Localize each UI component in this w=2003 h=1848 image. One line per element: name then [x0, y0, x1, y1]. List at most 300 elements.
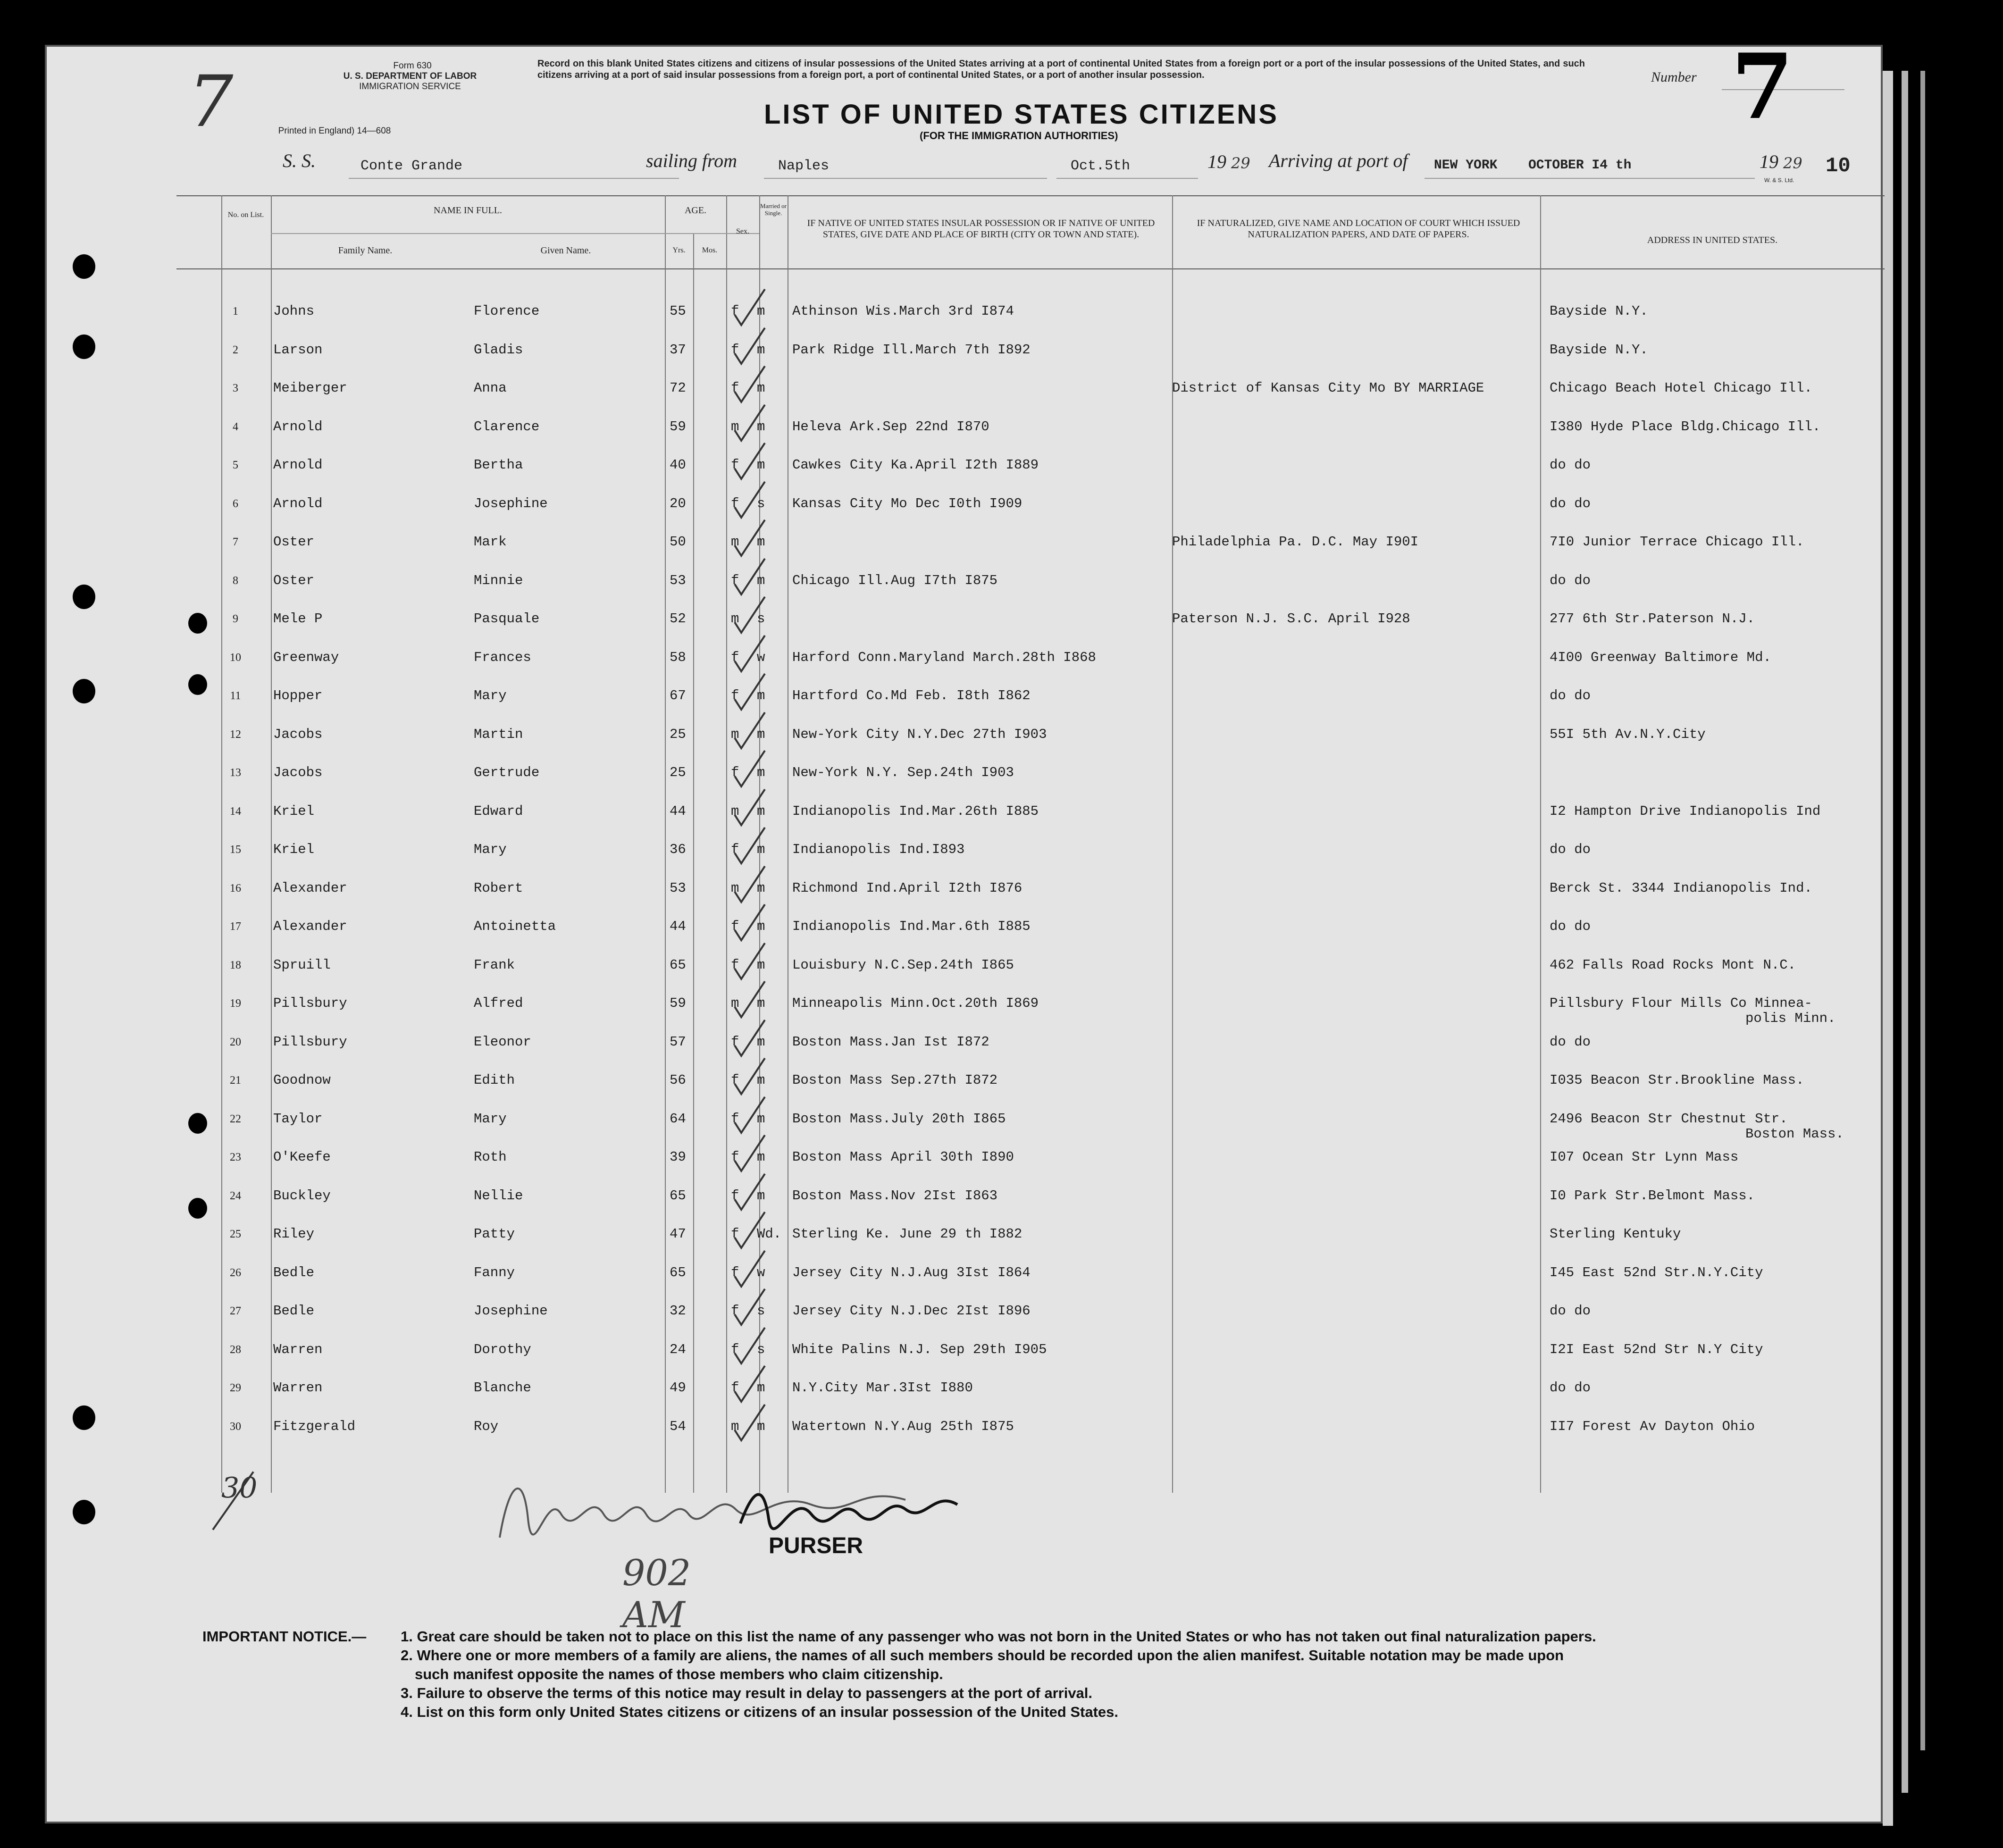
age-years: 72 — [670, 380, 686, 396]
sex: f — [731, 1303, 739, 1319]
col-naturalized-header: IF NATURALIZED, GIVE NAME AND LOCATION OF COURT WHICH ISSUED NATURALIZATION PAPERS, AND DATE OF PAPERS. — [1197, 218, 1520, 240]
family-name: Riley — [273, 1226, 315, 1242]
family-name: Jacobs — [273, 726, 323, 742]
age-years: 32 — [670, 1303, 686, 1319]
marital-status: m — [757, 1149, 765, 1165]
us-address: 2496 Beacon Str Chestnut Str. — [1550, 1111, 1788, 1127]
family-name: Warren — [273, 1341, 323, 1357]
inspector-note: 902 AM — [622, 1552, 691, 1636]
family-name: Fitzgerald — [273, 1418, 356, 1434]
age-years: 44 — [670, 919, 686, 934]
given-name: Edward — [474, 803, 523, 819]
sex: m — [731, 1418, 739, 1434]
birth-place-date: New-York City N.Y.Dec 27th I903 — [792, 726, 1047, 742]
given-name: Alfred — [474, 995, 523, 1011]
us-address: do do — [1550, 842, 1591, 857]
sex: f — [731, 1187, 739, 1204]
table-row — [47, 681, 1885, 720]
check-mark-icon — [731, 440, 769, 483]
notice-item: 1. Great care should be taken not to place on this list the name of any passenger who was not born in the United States or who has not taken out final naturalization papers. — [401, 1628, 1596, 1645]
family-name: Meiberger — [273, 380, 347, 396]
family-name: Pillsbury — [273, 1034, 347, 1050]
table-row — [47, 1296, 1885, 1335]
us-address: I035 Beacon Str.Brookline Mass. — [1550, 1072, 1804, 1088]
marital-status: m — [757, 380, 765, 396]
page-title: LIST OF UNITED STATES CITIZENS — [764, 99, 1279, 130]
age-years: 57 — [670, 1034, 686, 1050]
arrival-port: NEW YORK — [1434, 158, 1498, 173]
punch-hole — [73, 1500, 95, 1524]
given-name: Eleonor — [474, 1034, 531, 1050]
purser-signature — [736, 1481, 972, 1538]
age-years: 47 — [670, 1226, 686, 1242]
us-address: do do — [1550, 1034, 1591, 1050]
sex: f — [731, 957, 739, 973]
marital-status: w — [757, 1264, 765, 1280]
family-name: Spruill — [273, 957, 331, 973]
naturalization-court: District of Kansas City Mo BY MARRIAGE — [1172, 380, 1484, 396]
arrival-date: OCTOBER I4 th — [1528, 158, 1632, 173]
row-number: 2 — [233, 343, 238, 356]
family-name: Larson — [273, 342, 323, 358]
birth-place-date: Kansas City Mo Dec I0th I909 — [792, 495, 1022, 511]
list-number: 7 — [1731, 34, 1794, 139]
check-mark-icon — [731, 1017, 769, 1060]
family-name: Kriel — [273, 842, 315, 857]
marital-status: m — [757, 842, 765, 857]
row-number: 22 — [230, 1112, 241, 1125]
birth-place-date: Boston Mass Sep.27th I872 — [792, 1072, 998, 1088]
marital-status: m — [757, 418, 765, 435]
birth-place-date: Sterling Ke. June 29 th I882 — [792, 1226, 1022, 1242]
table-row — [47, 758, 1885, 797]
given-name: Patty — [474, 1226, 515, 1242]
header-bottom-rule — [176, 268, 1885, 269]
family-name: Johns — [273, 303, 315, 319]
col-birth-header: IF NATIVE OF UNITED STATES INSULAR POSSESSION OR IF NATIVE OF UNITED STATES, GIVE DATE AND PLACE OF BIRTH (CITY OR TOWN AND STATE). — [807, 218, 1155, 240]
check-mark-icon — [731, 940, 769, 983]
birth-place-date: Boston Mass.Nov 2Ist I863 — [792, 1187, 998, 1204]
age-years: 50 — [670, 534, 686, 550]
sex: f — [731, 1149, 739, 1165]
row-number: 25 — [230, 1228, 241, 1240]
check-mark-icon — [731, 633, 769, 675]
row-number: 24 — [230, 1189, 241, 1202]
family-name: Jacobs — [273, 765, 323, 780]
rule — [1056, 178, 1198, 179]
row-number: 9 — [233, 613, 238, 625]
row-number: 29 — [230, 1382, 241, 1394]
marital-status: m — [757, 534, 765, 550]
rule — [764, 178, 1047, 179]
birth-place-date: Athinson Wis.March 3rd I874 — [792, 303, 1014, 319]
table-row — [47, 297, 1885, 335]
family-name: Alexander — [273, 919, 347, 934]
row-number: 19 — [230, 997, 241, 1010]
birth-place-date: Jersey City N.J.Aug 3Ist I864 — [792, 1264, 1031, 1280]
family-name: Alexander — [273, 880, 347, 896]
check-mark-icon — [731, 1094, 769, 1137]
col-name-header: NAME IN FULL. — [434, 205, 502, 216]
birth-place-date: Jersey City N.J.Dec 2Ist I896 — [792, 1303, 1031, 1319]
check-mark-icon — [731, 517, 769, 560]
row-number: 7 — [233, 536, 238, 548]
table-row — [47, 1412, 1885, 1451]
row-number: 16 — [230, 882, 241, 895]
table-top-rule — [176, 195, 1885, 196]
us-address: do do — [1550, 1303, 1591, 1319]
check-mark-icon — [731, 594, 769, 636]
us-address-continued: polis Minn. — [1745, 1011, 1836, 1026]
marital-status: m — [757, 1111, 765, 1127]
check-mark-icon — [731, 1325, 769, 1367]
row-number: 21 — [230, 1074, 241, 1087]
us-address: I07 Ocean Str Lynn Mass — [1550, 1149, 1739, 1165]
family-name: Arnold — [273, 418, 323, 435]
naturalization-court: Philadelphia Pa. D.C. May I90I — [1172, 534, 1419, 550]
departure-port: Naples — [778, 158, 830, 174]
marital-status: m — [757, 457, 765, 473]
table-row — [47, 374, 1885, 412]
table-row — [47, 335, 1885, 374]
given-name: Blanche — [474, 1380, 531, 1396]
check-mark-icon — [731, 1286, 769, 1329]
sex: f — [731, 380, 739, 396]
table-row — [47, 797, 1885, 836]
birth-place-date: Boston Mass.July 20th I865 — [792, 1111, 1006, 1127]
us-address: Sterling Kentuky — [1550, 1226, 1681, 1242]
row-number: 5 — [233, 459, 238, 471]
family-name: Oster — [273, 572, 315, 588]
arriving-label: Arriving at port of — [1269, 150, 1408, 171]
table-row — [47, 412, 1885, 451]
given-name: Nellie — [474, 1187, 523, 1204]
age-years: 44 — [670, 803, 686, 819]
table-row — [47, 1181, 1885, 1220]
age-years: 39 — [670, 1149, 686, 1165]
check-mark-icon — [731, 1055, 769, 1098]
check-mark-icon — [731, 1209, 769, 1252]
us-address: I2I East 52nd Str N.Y City — [1550, 1341, 1763, 1357]
purser-role: PURSER — [769, 1533, 863, 1558]
sex: f — [731, 1111, 739, 1127]
sex: m — [731, 534, 739, 550]
family-name: O'Keefe — [273, 1149, 331, 1165]
marital-status: s — [757, 495, 765, 511]
marital-status: Wd. — [757, 1226, 782, 1242]
us-address: I2 Hampton Drive Indianopolis Ind — [1550, 803, 1821, 819]
check-mark-icon — [731, 1171, 769, 1213]
us-address: do do — [1550, 688, 1591, 703]
family-name: Goodnow — [273, 1072, 331, 1088]
row-number: 30 — [230, 1420, 241, 1433]
family-name: Taylor — [273, 1111, 323, 1127]
birth-place-date: Minneapolis Minn.Oct.20th I869 — [792, 995, 1039, 1011]
marital-status: m — [757, 1380, 765, 1396]
year-prefix: 19 — [1760, 151, 1778, 172]
us-address-continued: Boston Mass. — [1745, 1126, 1844, 1142]
marital-status: m — [757, 765, 765, 780]
given-name: Edith — [474, 1072, 515, 1088]
family-name: Bedle — [273, 1303, 315, 1319]
table-row — [47, 1335, 1885, 1374]
sex: m — [731, 803, 739, 819]
sex: f — [731, 1226, 739, 1242]
family-name: Bedle — [273, 1264, 315, 1280]
year-prefix: 19 — [1207, 151, 1226, 172]
birth-place-date: White Palins N.J. Sep 29th I905 — [792, 1341, 1047, 1357]
table-row — [47, 1373, 1885, 1412]
col-mos-header: Mos. — [702, 246, 718, 254]
check-mark-icon — [731, 786, 769, 829]
notice-label: IMPORTANT NOTICE.— — [202, 1628, 367, 1645]
us-address: do do — [1550, 457, 1591, 473]
given-name: Anna — [474, 380, 507, 396]
col-yrs-header: Yrs. — [672, 246, 686, 254]
birth-place-date: Louisbury N.C.Sep.24th I865 — [792, 957, 1014, 973]
check-mark-icon — [731, 479, 769, 521]
us-address: 277 6th Str.Paterson N.J. — [1550, 611, 1755, 627]
given-name: Robert — [474, 880, 523, 896]
given-name: Florence — [474, 303, 540, 319]
sail-date: Oct.5th — [1071, 158, 1131, 174]
row-number: 20 — [230, 1036, 241, 1048]
age-years: 59 — [670, 995, 686, 1011]
marital-status: m — [757, 880, 765, 896]
age-years: 59 — [670, 418, 686, 435]
given-name: Mark — [474, 534, 507, 550]
marital-status: m — [757, 995, 765, 1011]
record-instructions: Record on this blank United States citizens and citizens of insular possessions of the United States arriving at a port of continental United States from a foreign port or a port of the insular possessions of the United States, and such citizens arriving at a port of said insular possessions from a foreign port, a port of continental United States, or a port of another insular possession. — [537, 59, 1585, 80]
col-sex-header: Sex. — [736, 227, 749, 235]
check-mark-icon — [731, 710, 769, 752]
form-number: Form 630 — [393, 61, 432, 71]
given-name: Bertha — [474, 457, 523, 473]
check-mark-icon — [731, 1248, 769, 1290]
us-address: 55I 5th Av.N.Y.City — [1550, 726, 1706, 742]
row-number: 23 — [230, 1151, 241, 1163]
page-number: 10 — [1826, 154, 1851, 178]
row-number: 4 — [233, 420, 238, 433]
given-name: Mary — [474, 842, 507, 857]
age-years: 55 — [670, 303, 686, 319]
table-row — [47, 989, 1885, 1028]
age-years: 65 — [670, 1187, 686, 1204]
check-mark-icon — [731, 1363, 769, 1405]
age-years: 65 — [670, 957, 686, 973]
given-name: Frances — [474, 649, 531, 665]
punch-hole — [73, 254, 95, 279]
birth-place-date: Indianopolis Ind.I893 — [792, 842, 965, 857]
birth-place-date: Boston Mass April 30th I890 — [792, 1149, 1014, 1165]
us-address: I0 Park Str.Belmont Mass. — [1550, 1187, 1755, 1204]
family-name: Mele P — [273, 611, 323, 627]
table-row — [47, 489, 1885, 528]
marital-status: m — [757, 1072, 765, 1088]
sex: f — [731, 342, 739, 358]
us-address: Berck St. 3344 Indianopolis Ind. — [1550, 880, 1812, 896]
table-row — [47, 1220, 1885, 1258]
page-edge — [1920, 71, 1925, 1750]
birth-place-date: Richmond Ind.April I2th I876 — [792, 880, 1022, 896]
row-number: 10 — [230, 651, 241, 664]
birth-place-date: Indianopolis Ind.Mar.6th I885 — [792, 919, 1031, 934]
given-name: Roy — [474, 1418, 499, 1434]
check-mark-icon — [731, 363, 769, 406]
sex: m — [731, 880, 739, 896]
birth-place-date: Park Ridge Ill.March 7th I892 — [792, 342, 1031, 358]
us-address: I45 East 52nd Str.N.Y.City — [1550, 1264, 1763, 1280]
naturalization-court: Paterson N.J. S.C. April I928 — [1172, 611, 1410, 627]
us-address: Bayside N.Y. — [1550, 342, 1648, 358]
us-address: II7 Forest Av Dayton Ohio — [1550, 1418, 1755, 1434]
marital-status: m — [757, 572, 765, 588]
marital-status: m — [757, 303, 765, 319]
family-name: Greenway — [273, 649, 339, 665]
sailing-label: sailing from — [646, 150, 737, 171]
us-address: Chicago Beach Hotel Chicago Ill. — [1550, 380, 1812, 396]
age-years: 37 — [670, 342, 686, 358]
sex: m — [731, 995, 739, 1011]
table-row — [47, 1143, 1885, 1181]
marital-status: m — [757, 1418, 765, 1434]
sex: f — [731, 303, 739, 319]
check-mark-icon — [731, 671, 769, 713]
us-address: Pillsbury Flour Mills Co Minnea- — [1550, 995, 1812, 1011]
col-family-header: Family Name. — [338, 245, 393, 256]
given-name: Josephine — [474, 495, 548, 511]
col-age-header: AGE. — [684, 205, 707, 216]
given-name: Mary — [474, 1111, 507, 1127]
us-address: 7I0 Junior Terrace Chicago Ill. — [1550, 534, 1804, 550]
marital-status: m — [757, 726, 765, 742]
row-number: 8 — [233, 574, 238, 587]
given-name: Minnie — [474, 572, 523, 588]
notice-item: such manifest opposite the names of those members who claim citizenship. — [415, 1666, 943, 1682]
check-mark-icon — [731, 825, 769, 867]
notice-item: 3. Failure to observe the terms of this notice may result in delay to passengers at the port of arrival. — [401, 1685, 1093, 1701]
row-number: 26 — [230, 1266, 241, 1279]
marital-status: m — [757, 688, 765, 703]
col-married-header: Married or Single. — [760, 202, 787, 217]
marital-status: s — [757, 1341, 765, 1357]
sex: f — [731, 572, 739, 588]
family-name: Kriel — [273, 803, 315, 819]
check-mark-icon — [731, 863, 769, 906]
us-address: Bayside N.Y. — [1550, 303, 1648, 319]
check-mark-icon — [731, 748, 769, 790]
sex: m — [731, 726, 739, 742]
given-name: Pasquale — [474, 611, 540, 627]
row-number: 1 — [233, 305, 238, 318]
age-years: 20 — [670, 495, 686, 511]
sex: f — [731, 1380, 739, 1396]
printed-note: Printed in England) 14—608 — [278, 126, 391, 136]
table-row — [47, 604, 1885, 643]
table-row — [47, 643, 1885, 682]
marital-status: s — [757, 1303, 765, 1319]
page-edge — [1902, 71, 1908, 1793]
manifest-sheet — [45, 34, 1883, 1823]
age-years: 25 — [670, 765, 686, 780]
family-name: Pillsbury — [273, 995, 347, 1011]
check-mark-icon — [731, 978, 769, 1021]
marital-status: s — [757, 611, 765, 627]
marital-status: m — [757, 957, 765, 973]
table-row — [47, 951, 1885, 989]
birth-place-date: N.Y.City Mar.3Ist I880 — [792, 1380, 973, 1396]
rule — [1425, 178, 1755, 179]
row-number: 15 — [230, 844, 241, 856]
given-name: Mary — [474, 688, 507, 703]
age-years: 49 — [670, 1380, 686, 1396]
family-name: Arnold — [273, 495, 323, 511]
given-name: Antoinetta — [474, 919, 556, 934]
table-row — [47, 1066, 1885, 1104]
tally-number: 30 — [221, 1472, 258, 1505]
given-name: Dorothy — [474, 1341, 531, 1357]
table-row — [47, 1028, 1885, 1066]
given-name: Josephine — [474, 1303, 548, 1319]
birth-place-date: Indianopolis Ind.Mar.26th I885 — [792, 803, 1039, 819]
given-name: Gertrude — [474, 765, 540, 780]
table-row — [47, 835, 1885, 874]
subheader-rule — [271, 233, 759, 234]
birth-place-date: Watertown N.Y.Aug 25th I875 — [792, 1418, 1014, 1434]
table-row — [47, 1258, 1885, 1297]
sex: f — [731, 1034, 739, 1050]
row-number: 3 — [233, 382, 238, 394]
us-address: 4I00 Greenway Baltimore Md. — [1550, 649, 1771, 665]
marital-status: m — [757, 1187, 765, 1204]
page-hand-mark: 7 — [188, 61, 234, 143]
row-number: 6 — [233, 497, 238, 510]
age-years: 56 — [670, 1072, 686, 1088]
birth-place-date: Heleva Ark.Sep 22nd I870 — [792, 418, 989, 435]
rule — [349, 178, 679, 179]
sex: m — [731, 611, 739, 627]
sex: f — [731, 765, 739, 780]
check-mark-icon — [731, 325, 769, 368]
given-name: Martin — [474, 726, 523, 742]
us-address: do do — [1550, 495, 1591, 511]
sex: f — [731, 457, 739, 473]
sex: f — [731, 1264, 739, 1280]
age-years: 25 — [670, 726, 686, 742]
row-number: 13 — [230, 767, 241, 779]
notice-item: 4. List on this form only United States citizens or citizens of an insular possession of the United States. — [401, 1704, 1118, 1720]
check-mark-icon — [731, 402, 769, 444]
family-name: Warren — [273, 1380, 323, 1396]
important-notice — [202, 1627, 1877, 1722]
sail-year: 29 — [1231, 154, 1250, 172]
table-row — [47, 527, 1885, 566]
given-name: Clarence — [474, 418, 540, 435]
us-address: do do — [1550, 1380, 1591, 1396]
check-mark-icon — [731, 902, 769, 944]
marital-status: m — [757, 803, 765, 819]
number-label: Number — [1651, 69, 1697, 85]
age-years: 52 — [670, 611, 686, 627]
table-row — [47, 874, 1885, 912]
ss-label: S. S. — [283, 150, 316, 171]
col-address-header: ADDRESS IN UNITED STATES. — [1647, 235, 1778, 245]
family-name: Oster — [273, 534, 315, 550]
birth-place-date: Cawkes City Ka.April I2th I889 — [792, 457, 1039, 473]
row-number: 12 — [230, 728, 241, 741]
age-years: 53 — [670, 880, 686, 896]
birth-place-date: Hartford Co.Md Feb. I8th I862 — [792, 688, 1031, 703]
